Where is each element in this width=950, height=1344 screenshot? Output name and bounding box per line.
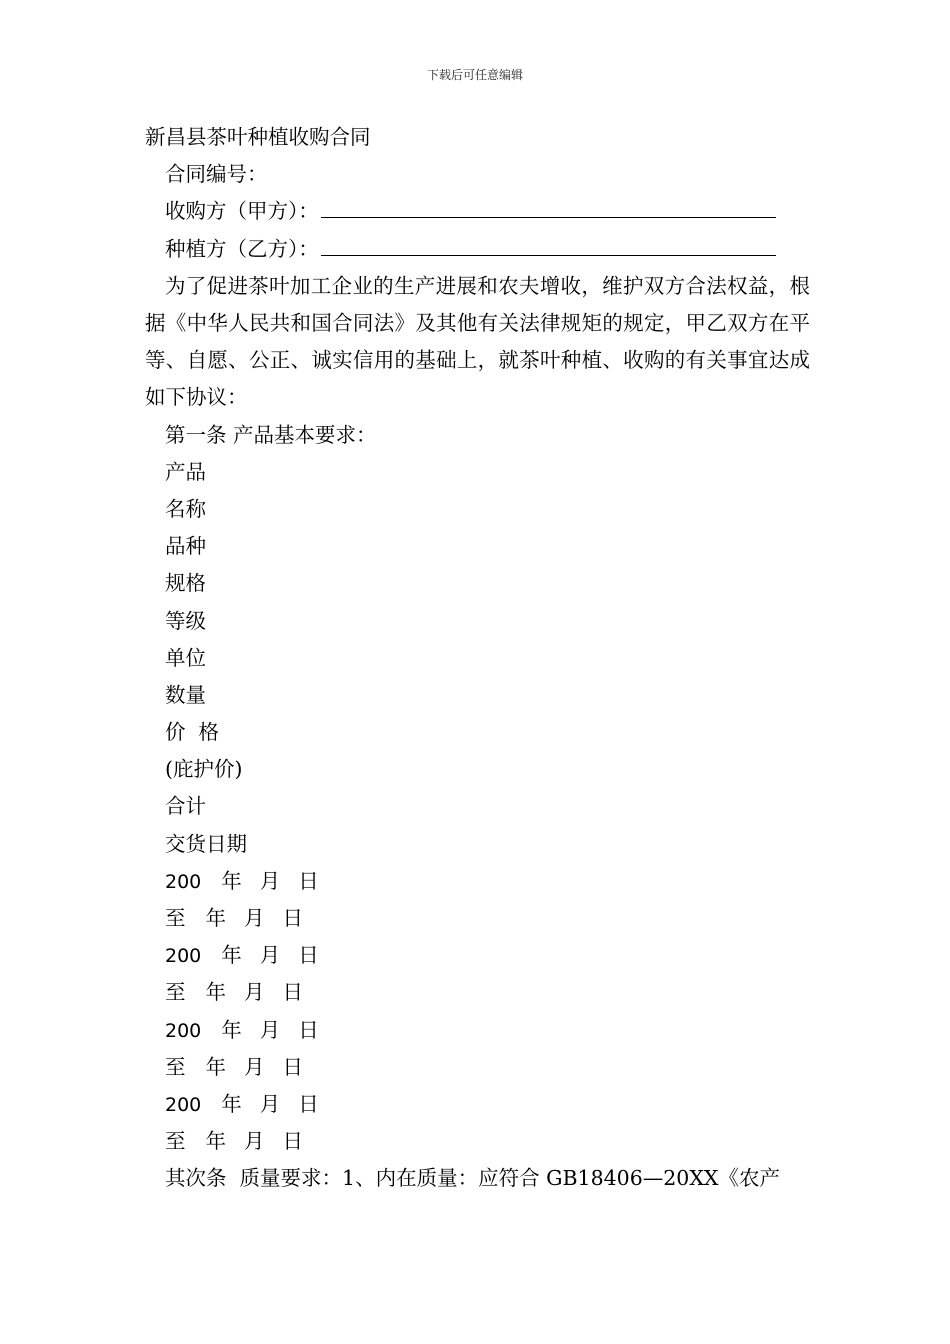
document-title: 新昌县茶叶种植收购合同 — [145, 125, 371, 149]
date-month-unit: 月 — [244, 1054, 265, 1079]
party-b-row — [145, 231, 810, 268]
date-year-unit: 年 — [221, 1091, 242, 1116]
date-month-unit: 月 — [259, 868, 281, 893]
date-day-unit: 日 — [282, 1054, 303, 1079]
page-header-note: 下载后可任意编辑 — [426, 68, 523, 82]
date-month-unit: 月 — [244, 980, 265, 1005]
date-row — [145, 900, 810, 937]
date-start: 至 — [165, 980, 186, 1005]
date-year-unit: 年 — [221, 868, 242, 893]
delivery-date-rows — [145, 863, 810, 1161]
table-header-cell: 等级 — [165, 608, 206, 633]
date-day-unit: 日 — [298, 868, 319, 893]
date-start: 200 — [165, 945, 202, 968]
date-year-unit: 年 — [205, 980, 226, 1005]
date-month-unit: 月 — [259, 943, 281, 968]
date-row — [145, 937, 810, 974]
date-start: 至 — [165, 906, 186, 930]
table-header-cell: 规格 — [165, 571, 206, 596]
article-2-text: 其次条 质量要求：1、内在质量：应符合 GB18406—20XX《农产 — [165, 1166, 781, 1191]
table-header-cell: 品种 — [165, 534, 206, 559]
date-month-unit: 月 — [259, 1017, 281, 1042]
contract-number-label: 合同编号： — [165, 162, 268, 187]
date-year-unit: 年 — [221, 1017, 242, 1042]
date-start: 至 — [165, 1129, 186, 1154]
date-start: 200 — [165, 870, 202, 893]
date-day-unit: 日 — [298, 943, 319, 968]
party-a-label: 收购方（甲方）： — [165, 199, 319, 224]
product-table-headers — [145, 454, 810, 863]
date-month-unit: 月 — [244, 906, 265, 930]
table-header-cell: 数量 — [165, 682, 206, 707]
date-day-unit: 日 — [282, 906, 303, 930]
date-day-unit: 日 — [298, 1017, 319, 1042]
date-day-unit: 日 — [298, 1091, 319, 1116]
table-header-cell: 交货日期 — [165, 831, 247, 856]
date-row — [145, 1123, 810, 1160]
table-header-cell: 产品 — [165, 459, 206, 484]
date-month-unit: 月 — [259, 1091, 281, 1116]
date-year-unit: 年 — [205, 906, 226, 930]
article-1-heading: 第一条 产品基本要求： — [165, 422, 377, 447]
date-row — [145, 1086, 810, 1123]
date-year-unit: 年 — [221, 943, 242, 968]
date-month-unit: 月 — [244, 1129, 265, 1154]
date-row — [145, 974, 810, 1011]
table-header-cell: 名称 — [165, 496, 206, 521]
date-start: 至 — [165, 1054, 186, 1079]
date-year-unit: 年 — [205, 1054, 226, 1079]
party-b-blank-line — [321, 233, 776, 256]
party-a-blank-line — [321, 195, 776, 218]
date-day-unit: 日 — [282, 1129, 303, 1154]
date-day-unit: 日 — [282, 980, 303, 1005]
table-header-cell: 价 格 — [165, 720, 220, 745]
table-header-cell: 合计 — [165, 794, 206, 819]
date-row — [145, 863, 810, 900]
table-header-cell: (庇护价) — [165, 757, 243, 782]
date-row — [145, 1049, 810, 1086]
party-a-row — [145, 193, 810, 230]
date-start: 200 — [165, 1019, 202, 1042]
table-header-cell: 单位 — [165, 645, 206, 670]
date-start: 200 — [165, 1093, 202, 1116]
intro-paragraph: 为了促进茶叶加工企业的生产进展和农夫增收，维护双方合法权益，根据《中华人民共和国合同法》及其他有关法律规矩的规定，甲乙双方在平等、自愿、公正、诚实信用的基础上，就茶叶种植、收购的有关事宜达成如下协议： — [145, 273, 810, 410]
document-body — [145, 119, 810, 1198]
party-b-label: 种植方（乙方）： — [165, 236, 319, 261]
date-row — [145, 1012, 810, 1049]
date-year-unit: 年 — [205, 1129, 226, 1154]
